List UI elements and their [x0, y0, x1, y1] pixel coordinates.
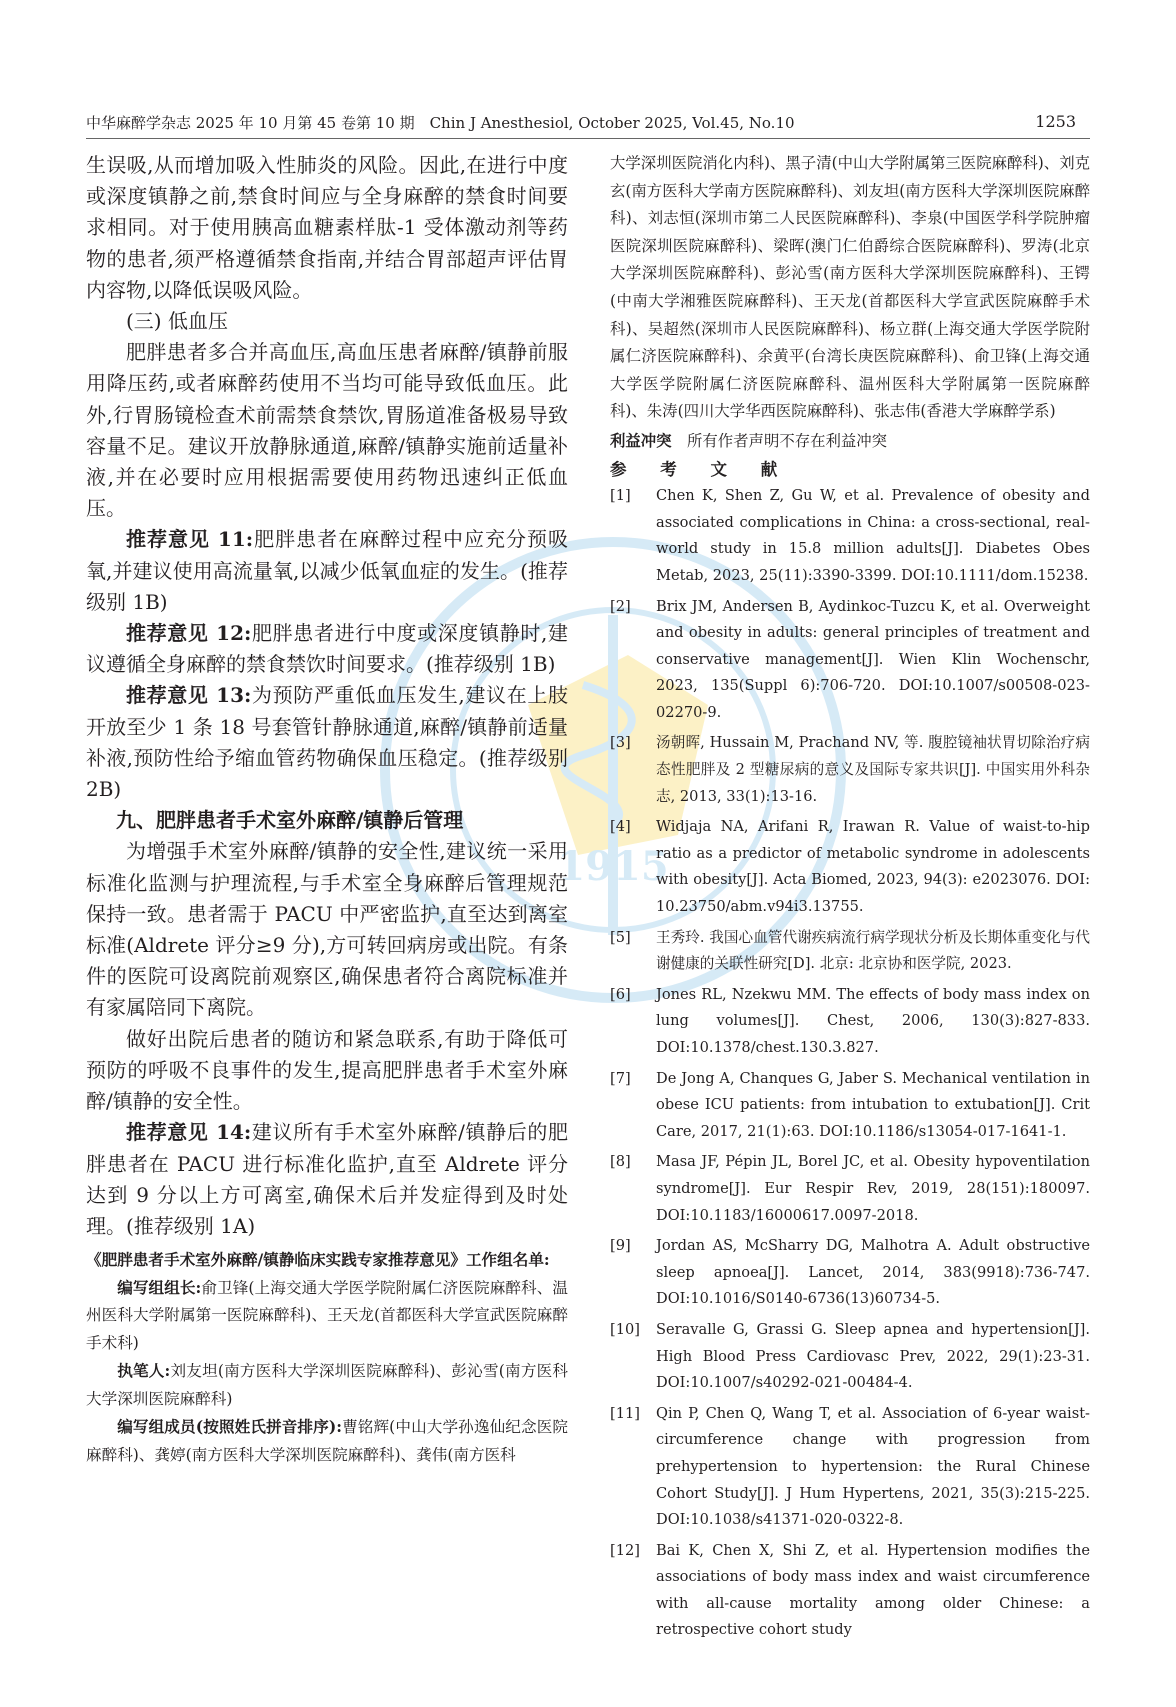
conflict-of-interest: 利益冲突 所有作者声明不存在利益冲突: [610, 431, 888, 450]
reference-number: [8]: [610, 1153, 631, 1171]
recommendation-12: [86, 618, 568, 680]
rec-label: 推荐意见 13:: [126, 683, 252, 708]
group-members: 编写组成员(按照姓氏拼音排序):曹铭辉(中山大学孙逸仙纪念医院麻醉科)、龚婷(南方医科大学深圳医院麻醉科)、龚伟(南方医科: [86, 1417, 568, 1464]
group-writers: 执笔人:刘友坦(南方医科大学深圳医院麻醉科)、彭沁雪(南方医科大学深圳医院麻醉科): [86, 1361, 568, 1408]
reference-item: [610, 1538, 1090, 1644]
reference-item: [610, 982, 1090, 1062]
reference-number: [6]: [610, 985, 631, 1003]
reference-number: [4]: [610, 818, 631, 836]
reference-item: [610, 1401, 1090, 1534]
reference-text: 汤朝晖, Hussain M, Prachand NV, 等. 腹腔镜袖状胃切除治疗病态性肥胖及 2 型糖尿病的意义及国际专家共识[J]. 中国实用外科杂志, 2013, 33(1):13-16.: [656, 734, 1090, 805]
reference-number: [10]: [610, 1320, 640, 1338]
reference-item: [610, 594, 1090, 727]
reference-number: [11]: [610, 1404, 640, 1422]
reference-item: [610, 814, 1090, 920]
reference-text: De Jong A, Chanques G, Jaber S. Mechanical ventilation in obese ICU patients: from intubation to extubation[J]. Crit Care, 2017, 21(1):63. DOI:10.1186/s13054-017-1641-1.: [656, 1069, 1090, 1140]
right-column: [610, 150, 1090, 1648]
reference-number: [3]: [610, 734, 631, 752]
reference-number: [1]: [610, 487, 631, 505]
reference-number: [9]: [610, 1237, 631, 1255]
section-heading: 九、肥胖患者手术室外麻醉/镇静后管理: [116, 808, 464, 833]
reference-text: Seravalle G, Grassi G. Sleep apnea and hypertension[J]. High Blood Press Cardiovasc Prev, 2022, 29(1):23-31. DOI:10.1007/s40292-021-00484-4.: [656, 1320, 1090, 1392]
reference-text: 王秀玲. 我国心血管代谢疾病流行病学现状分析及长期体重变化与代谢健康的关联性研究[D]. 北京: 北京协和医学院, 2023.: [656, 928, 1090, 973]
body-paragraph: 做好出院后患者的随访和紧急联系,有助于降低可预防的呼吸不良事件的发生,提高肥胖患者手术室外麻醉/镇静的安全性。: [86, 1026, 568, 1114]
rec-text: 建议所有手术室外麻醉/镇静后的肥胖患者在 PACU 进行标准化监护,直至 Aldrete 评分达到 9 分以上方可离室,确保术后并发症得到及时处理。(推荐级别 1A): [86, 1120, 568, 1238]
rec-text: 肥胖患者在麻醉过程中应充分预吸氧,并建议使用高流量氧,以减少低氧血症的发生。(推荐级别 1B): [86, 527, 568, 614]
subsection-heading: (三) 低血压: [126, 309, 228, 334]
body-paragraph: 生误吸,从而增加吸入性肺炎的风险。因此,在进行中度或深度镇静之前,禁食时间应与全身麻醉的禁食时间要求相同。对于使用胰高血糖素样肽-1 受体激动剂等药物的患者,须严格遵循禁食指南,并结合胃部超声评估胃内容物,以降低误吸风险。: [86, 153, 568, 302]
page-number: 1253: [1035, 112, 1076, 131]
rec-label: 推荐意见 14:: [126, 1120, 252, 1145]
reference-list: [610, 483, 1090, 1644]
reference-number: [7]: [610, 1069, 631, 1087]
reference-item: [610, 925, 1090, 978]
recommendation-14: [86, 1117, 568, 1242]
left-column: [86, 150, 568, 1469]
recommendation-11: [86, 524, 568, 618]
reference-text: Bai K, Chen X, Shi Z, et al. Hypertension modifies the associations of body mass index and waist circumference with all-cause mortality among older Chinese: a retrospective cohort study: [656, 1541, 1090, 1639]
reference-text: Qin P, Chen Q, Wang T, et al. Association of 6-year waist-circumference change with progression from prehypertension to hypertension: the Rural Chinese Cohort Study[J]. J Hum Hypertens, 2021, 35(3):215-225. DOI:10.1038/s41371-020-0322-8.: [656, 1404, 1090, 1529]
reference-item: [610, 483, 1090, 589]
group-members-continued: 大学深圳医院消化内科)、黑子清(中山大学附属第三医院麻醉科)、刘克玄(南方医科大学南方医院麻醉科)、刘友坦(南方医科大学深圳医院麻醉科)、刘志恒(深圳市第二人民医院麻醉科)、李泉(中国医学科学院肿瘤医院深圳医院麻醉科)、梁晖(澳门仁伯爵综合医院麻醉科)、罗涛(北京大学深圳医院麻醉科)、彭沁雪(南方医科大学深圳医院麻醉科)、王锷(中南大学湘雅医院麻醉科)、王天龙(首都医科大学宣武医院麻醉手术科)、吴超然(深圳市人民医院麻醉科)、杨立群(上海交通大学医学院附属仁济医院麻醉科)、余黄平(台湾长庚医院麻醉科)、俞卫锋(上海交通大学医学院附属仁济医院麻醉科、温州医科大学附属第一医院麻醉科)、朱涛(四川大学华西医院麻醉科)、张志伟(香港大学麻醉学系): [610, 154, 1090, 421]
reference-text: Masa JF, Pépin JL, Borel JC, et al. Obesity hypoventilation syndrome[J]. Eur Respir Rev, 2019, 28(151):180097. DOI:10.1183/16000617.0097-2018.: [656, 1153, 1090, 1224]
reference-number: [12]: [610, 1541, 640, 1559]
reference-number: [5]: [610, 928, 631, 946]
svg-text:1915: 1915: [557, 843, 669, 890]
reference-item: [610, 1149, 1090, 1229]
reference-item: [610, 1066, 1090, 1146]
body-paragraph: 为增强手术室外麻醉/镇静的安全性,建议统一采用标准化监测与护理流程,与手术室全身麻醉后管理规范保持一致。患者需于 PACU 中严密监护,直至达到离室标准(Aldrete 评分≥9 分),方可转回病房或出院。有条件的医院可设离院前观察区,确保患者符合离院标准并有家属陪同下离院。: [86, 839, 568, 1020]
working-group-title: 《肥胖患者手术室外麻醉/镇静临床实践专家推荐意见》工作组名单:: [86, 1250, 550, 1270]
rec-text: 为预防严重低血压发生,建议在上肢开放至少 1 条 18 号套管针静脉通道,麻醉/镇静前适量补液,预防性给予缩血管药物确保血压稳定。(推荐级别 2B): [86, 683, 568, 802]
reference-item: [610, 1317, 1090, 1397]
group-leader: 编写组组长:俞卫锋(上海交通大学医学院附属仁济医院麻醉科、温州医科大学附属第一医院麻醉科)、王天龙(首都医科大学宣武医院麻醉手术科): [86, 1277, 568, 1352]
references-heading: 参 考 文 献: [610, 459, 792, 479]
reference-item: [610, 1233, 1090, 1313]
recommendation-13: [86, 680, 568, 805]
reference-text: Jones RL, Nzekwu MM. The effects of body mass index on lung volumes[J]. Chest, 2006, 130(3):827-833. DOI:10.1378/chest.130.3.827.: [656, 985, 1090, 1056]
rec-label: 推荐意见 12:: [126, 621, 252, 646]
header-rule: [86, 138, 1090, 139]
journal-citation: 中华麻醉学杂志 2025 年 10 月第 45 卷第 10 期 Chin J Anesthesiol, October 2025, Vol.45, No.10: [86, 114, 795, 132]
reference-text: Chen K, Shen Z, Gu W, et al. Prevalence of obesity and associated complications in China: a cross-sectional, real-world study in 15.8 million adults[J]. Diabetes Obes Metab, 2023, 25(11):3390-3399. DOI:10.1111/dom.15238.: [656, 487, 1090, 584]
reference-text: Jordan AS, McSharry DG, Malhotra A. Adult obstructive sleep apnoea[J]. Lancet, 2014, 383(9918):736-747. DOI:10.1016/S0140-6736(13)60734-5.: [656, 1237, 1090, 1308]
body-paragraph: 肥胖患者多合并高血压,高血压患者麻醉/镇静前服用降压药,或者麻醉药使用不当均可能导致低血压。此外,行胃肠镜检查术前需禁食禁饮,胃肠道准备极易导致容量不足。建议开放静脉通道,麻醉/镇静实施前适量补液,并在必要时应用根据需要使用药物迅速纠正低血压。: [86, 340, 568, 521]
rec-label: 推荐意见 11:: [126, 527, 254, 552]
reference-number: [2]: [610, 597, 631, 615]
reference-text: Widjaja NA, Arifani R, Irawan R. Value of waist-to-hip ratio as a predictor of metabolic syndrome in adolescents with obesity[J]. Acta Biomed, 2023, 94(3): e2023076. DOI: 10.23750/abm.v94i3.13755.: [656, 818, 1090, 916]
rec-text: 肥胖患者进行中度或深度镇静时,建议遵循全身麻醉的禁食禁饮时间要求。(推荐级别 1B): [86, 621, 568, 677]
reference-item: [610, 730, 1090, 810]
running-header: [86, 112, 1076, 134]
reference-text: Brix JM, Andersen B, Aydinkoc-Tuzcu K, et al. Overweight and obesity in adults: general principles of treatment and conservative management[J]. Wien Klin Wochenschr, 2023, 135(Suppl 6):706-720. DOI:10.1007/s00508-023-02270-9.: [656, 597, 1090, 721]
